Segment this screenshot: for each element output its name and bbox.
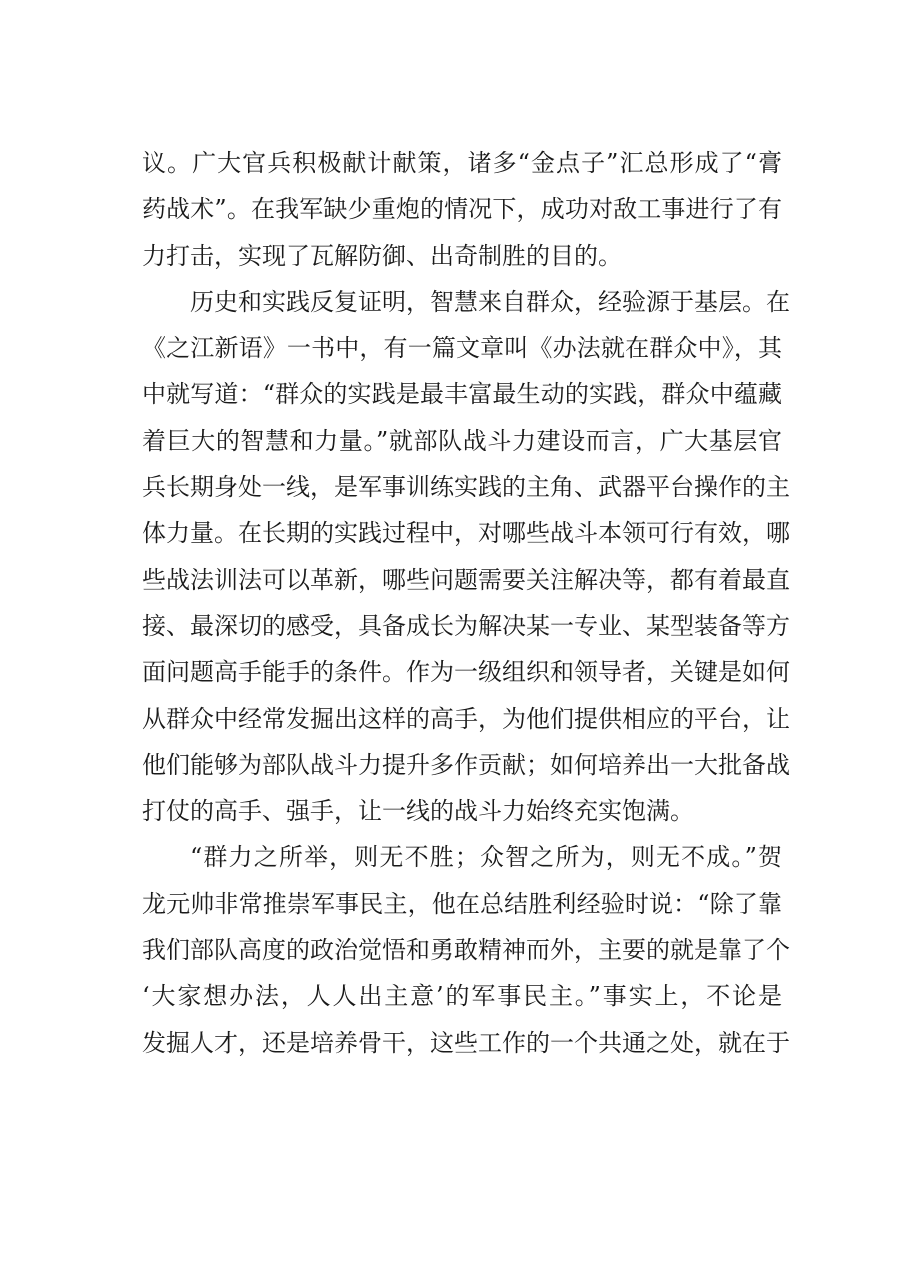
text-line: 历史和实践反复证明，智慧来自群众，经验源于基层。在 bbox=[190, 287, 790, 316]
text-line: 接、最深切的感受，具备成长为解决某一专业、某型装备等方 bbox=[142, 611, 790, 640]
paragraph bbox=[142, 140, 782, 279]
text-line: 发掘人才，还是培养骨干，这些工作的一个共通之处，就在于 bbox=[142, 1028, 790, 1057]
text-line: 力打击，实现了瓦解防御、出奇制胜的目的。 bbox=[142, 241, 622, 270]
text-line: 他们能够为部队战斗力提升多作贡献；如何培养出一大批备战 bbox=[142, 750, 790, 779]
text-line: 从群众中经常发掘出这样的高手，为他们提供相应的平台，让 bbox=[142, 704, 790, 733]
text-line: 面问题高手能手的条件。作为一级组织和领导者，关键是如何 bbox=[142, 658, 790, 687]
text-line: 中就写道：“群众的实践是最丰富最生动的实践，群众中蕴藏 bbox=[142, 380, 782, 409]
paragraph bbox=[142, 279, 790, 835]
text-line: ‘大家想办法，人人出主意’的军事民主。”事实上，不论是 bbox=[142, 982, 782, 1011]
text-line: 着巨大的智慧和力量。”就部队战斗力建设而言，广大基层官 bbox=[142, 426, 782, 455]
text-line: 龙元帅非常推崇军事民主，他在总结胜利经验时说：“除了靠 bbox=[142, 889, 782, 918]
text-line: 体力量。在长期的实践过程中，对哪些战斗本领可行有效，哪 bbox=[142, 519, 790, 548]
text-line: “群力之所举，则无不胜；众智之所为，则无不成。”贺 bbox=[190, 843, 782, 872]
text-line: 打仗的高手、强手，让一线的战斗力始终充实饱满。 bbox=[142, 797, 694, 826]
text-line: 兵长期身处一线，是军事训练实践的主角、武器平台操作的主 bbox=[142, 473, 790, 502]
text-line: 议。广大官兵积极献计献策，诸多“金点子”汇总形成了“膏 bbox=[142, 149, 782, 177]
paragraph bbox=[142, 834, 790, 1065]
text-line: 药战术”。在我军缺少重炮的情况下，成功对敌工事进行了有 bbox=[142, 195, 782, 224]
text-line: 《之江新语》一书中，有一篇文章叫《办法就在群众中》，其 bbox=[142, 334, 782, 363]
text-line: 我们部队高度的政治觉悟和勇敢精神而外，主要的就是靠了个 bbox=[142, 936, 790, 965]
text-line: 些战法训法可以革新，哪些问题需要关注解决等，都有着最直 bbox=[142, 565, 790, 594]
body-text bbox=[142, 140, 790, 1066]
